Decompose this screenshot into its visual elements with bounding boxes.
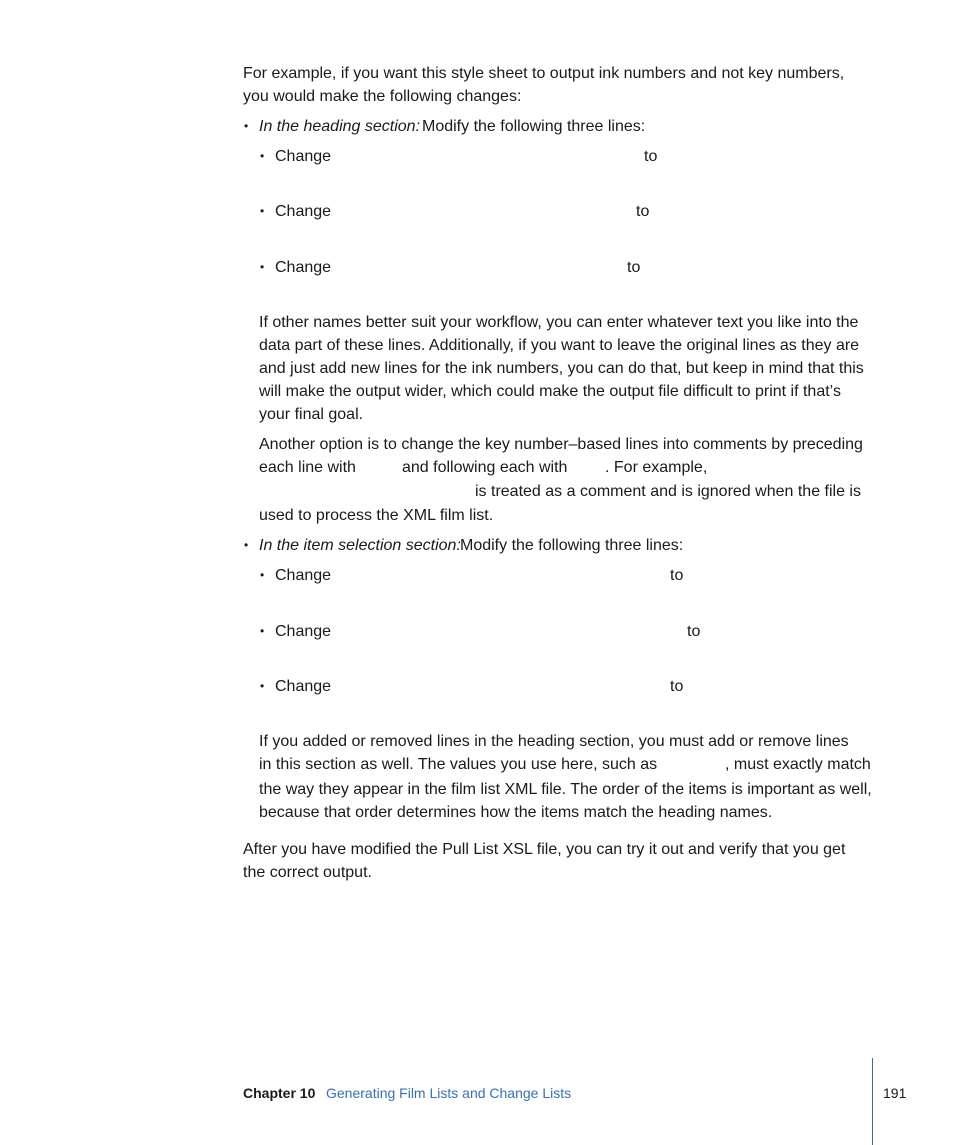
intro-line: For example, if you want this style sheet to output ink numbers and not key numbers, bbox=[243, 65, 845, 82]
body-line: the way they appear in the film list XML file. The order of the items is important as well, bbox=[259, 781, 872, 798]
change-label: Change bbox=[275, 203, 332, 220]
body-line: will make the output wider, which could make the output file difficult to print if that’s bbox=[259, 383, 841, 400]
closing-line: the correct output. bbox=[243, 864, 372, 881]
to-label: to bbox=[644, 148, 658, 165]
intro-line: you would make the following changes: bbox=[243, 88, 522, 105]
body-line: . For example, bbox=[605, 459, 708, 476]
item-section-label: In the item selection section: bbox=[259, 537, 461, 554]
footer-divider bbox=[872, 1058, 873, 1145]
body-line: and following each with bbox=[402, 459, 568, 476]
to-label: to bbox=[687, 623, 701, 640]
body-line: Another option is to change the key number–based lines into comments by preceding bbox=[259, 436, 863, 453]
to-label: to bbox=[670, 678, 684, 695]
body-line: because that order determines how the items match the heading names. bbox=[259, 804, 773, 821]
heading-section-label: In the heading section: bbox=[259, 118, 421, 135]
footer-chapter: Chapter 10 bbox=[243, 1085, 316, 1101]
closing-line: After you have modified the Pull List XSL file, you can try it out and verify that you get bbox=[243, 841, 846, 858]
to-label: to bbox=[627, 259, 641, 276]
body-line: is treated as a comment and is ignored when the file is bbox=[475, 483, 861, 500]
sub-bullet-icon: • bbox=[260, 624, 265, 638]
body-line: data part of these lines. Additionally, if you want to leave the original lines as they are bbox=[259, 337, 860, 354]
body-line: used to process the XML film list. bbox=[259, 507, 494, 524]
bullet-icon: • bbox=[244, 538, 249, 552]
change-label: Change bbox=[275, 623, 332, 640]
body-line: each line with bbox=[259, 459, 356, 476]
change-label: Change bbox=[275, 567, 332, 584]
body-line: in this section as well. The values you use here, such as bbox=[259, 756, 658, 773]
body-line: , must exactly match bbox=[725, 756, 871, 773]
footer-chapter-title: Generating Film Lists and Change Lists bbox=[326, 1085, 572, 1101]
sub-bullet-icon: • bbox=[260, 204, 265, 218]
body-line: If other names better suit your workflow, you can enter whatever text you like into the bbox=[259, 314, 859, 331]
item-section-text: Modify the following three lines: bbox=[460, 537, 684, 554]
bullet-icon: • bbox=[244, 119, 249, 133]
page-number: 191 bbox=[883, 1085, 907, 1101]
sub-bullet-icon: • bbox=[260, 679, 265, 693]
body-line: your final goal. bbox=[259, 406, 364, 423]
sub-bullet-icon: • bbox=[260, 149, 265, 163]
to-label: to bbox=[636, 203, 650, 220]
change-label: Change bbox=[275, 678, 332, 695]
change-label: Change bbox=[275, 148, 332, 165]
sub-bullet-icon: • bbox=[260, 260, 265, 274]
sub-bullet-icon: • bbox=[260, 568, 265, 582]
to-label: to bbox=[670, 567, 684, 584]
body-line: and just add new lines for the ink numbers, you can do that, but keep in mind that this bbox=[259, 360, 864, 377]
body-line: If you added or removed lines in the heading section, you must add or remove lines bbox=[259, 733, 849, 750]
heading-section-text: Modify the following three lines: bbox=[422, 118, 646, 135]
change-label: Change bbox=[275, 259, 332, 276]
